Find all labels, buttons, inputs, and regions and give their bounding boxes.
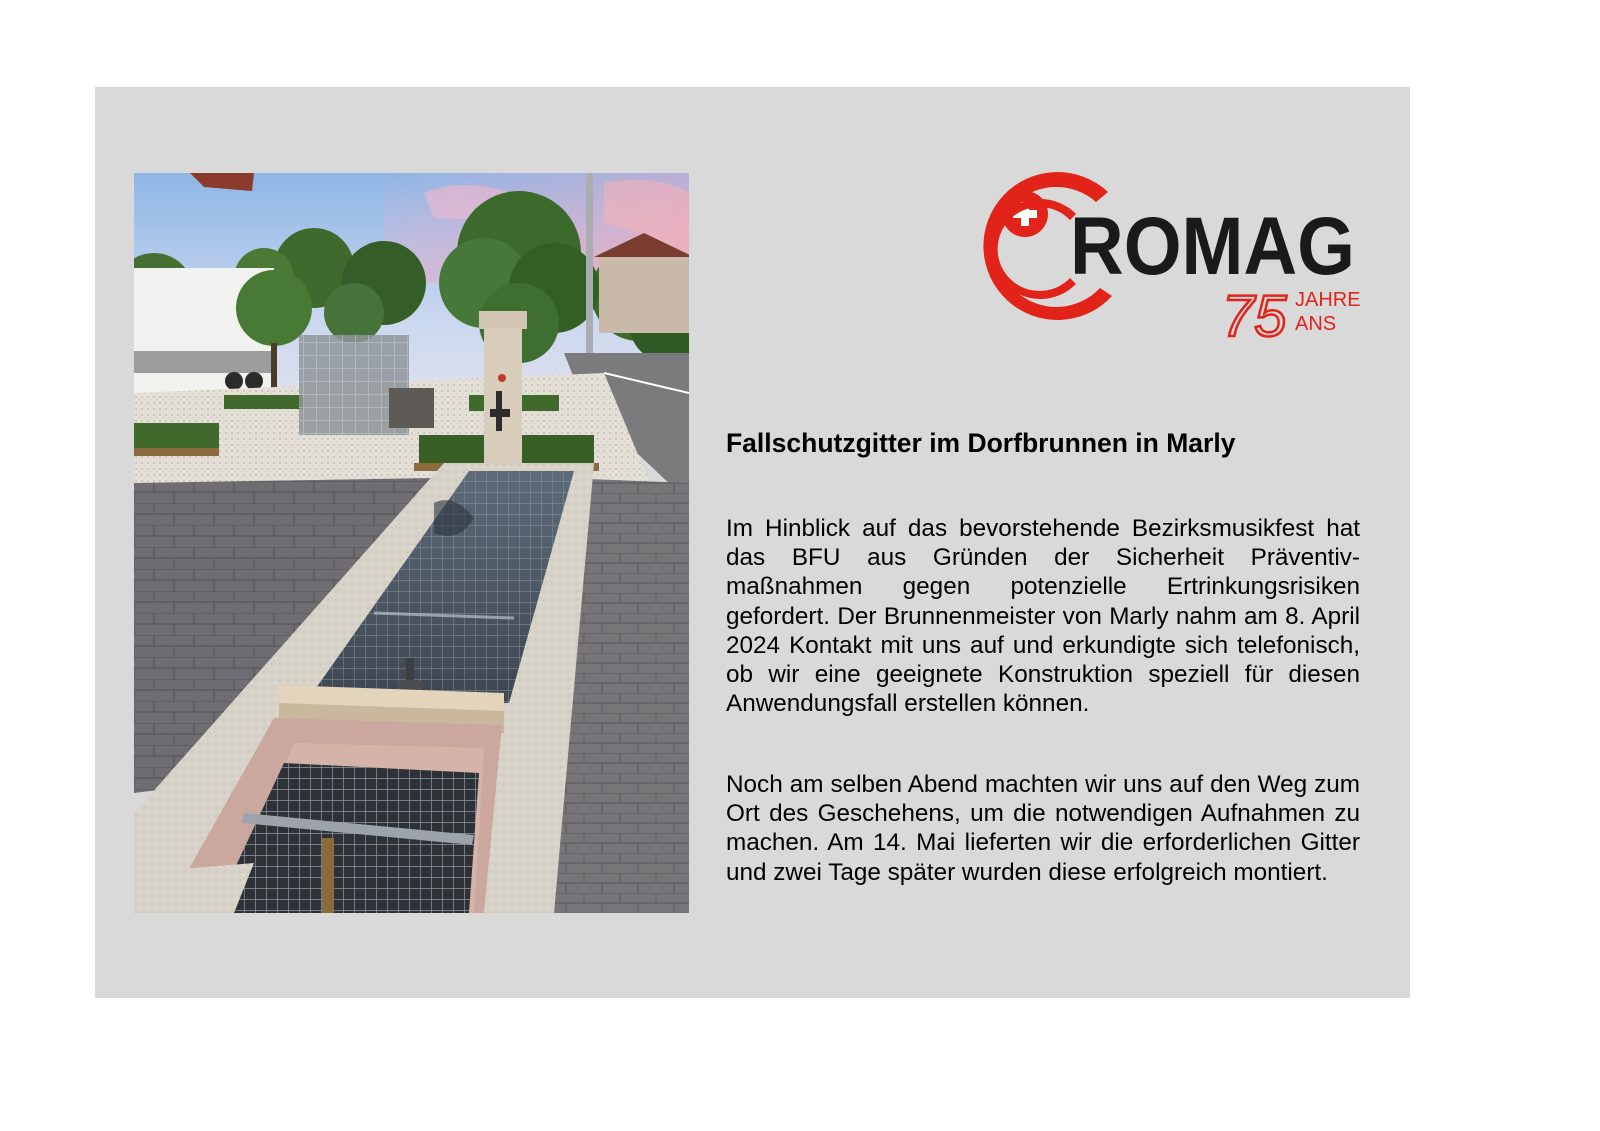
- anniversary-label-de: JAHRE: [1295, 289, 1361, 311]
- anniversary-label-fr: ANS: [1295, 313, 1337, 335]
- logo-wordmark: ROMAG: [1070, 201, 1355, 292]
- company-logo: [1000, 178, 1370, 349]
- article-paragraph-1: Im Hinblick auf das bevorstehende Bezirksmusikfest hat das BFU aus Gründen der Sicherheit Präventivmaßnahmen gegen potenzielle Ertrinkungsrisiken gefordert. Der Brunnenmeister von Marly nahm am 8. April 2024 Kontakt mit uns auf und erkundigte sich telefonisch, ob wir eine geeignete Konstruktion speziell für diesen Anwendungsfall erstellen können.: [726, 515, 1360, 718]
- article-paragraph-2: Noch am selben Abend machten wir uns auf den Weg zum Ort des Geschehens, um die notwendigen Aufnahmen zu machen. Am 14. Mai lieferten wir die erforderlichen Gitter und zwei Tage später wurden diese erfolgreich montiert.: [726, 771, 1360, 886]
- fountain-photo: [134, 173, 689, 913]
- anniversary-number: 75: [1222, 284, 1287, 349]
- article-title: Fallschutzgitter im Dorfbrunnen in Marly: [726, 428, 1236, 458]
